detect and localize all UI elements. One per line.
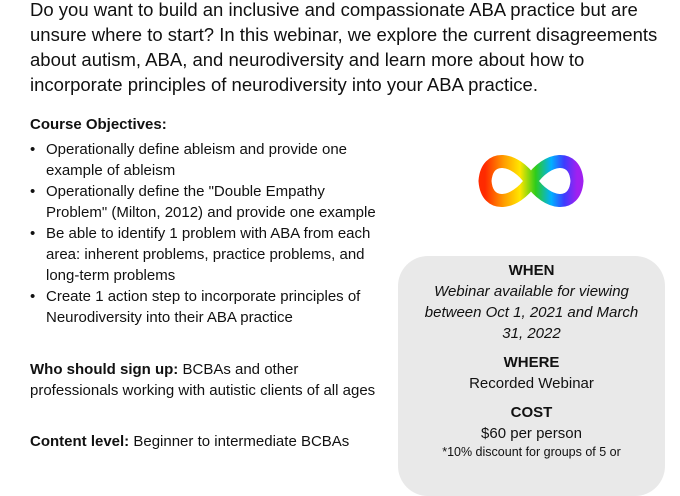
who-should-sign-up (30, 359, 380, 401)
list-item: • Operationally define the "Double Empathy Problem" (Milton, 2012) and provide one example (30, 181, 380, 223)
where-heading: WHERE (503, 354, 560, 371)
list-item: • Create 1 action step to incorporate principles of Neurodiversity into their ABA practice (30, 286, 380, 328)
cost-heading: COST (510, 404, 553, 421)
content-level (30, 431, 390, 452)
objectives-list (30, 139, 380, 328)
where-text: Recorded Webinar (469, 375, 594, 392)
cost-text: $60 per person (481, 425, 582, 442)
intro-paragraph: Do you want to build an inclusive and compassionate ABA practice but are unsure where to start? In this webinar, we explore the current disagreements about autism, ABA, and neurodiversity and learn more about how to incorporate principles of neurodiversity into your ABA practice. (30, 0, 658, 95)
content-level-text: Beginner to intermediate BCBAs (129, 433, 350, 450)
course-objectives-heading: Course Objectives: (30, 116, 167, 133)
who-label: Who should sign up: (30, 361, 179, 378)
discount-text: *10% discount for groups of 5 or (442, 445, 621, 459)
when-text: Webinar available for viewing between Oct 1, 2021 and March 31, 2022 (424, 283, 639, 342)
event-info-box (398, 256, 665, 496)
rainbow-infinity-icon (475, 143, 587, 219)
list-item: • Operationally define ableism and provide one example of ableism (30, 139, 380, 181)
list-item: • Be able to identify 1 problem with ABA from each area: inherent problems, practice problems, and long-term problems (30, 223, 380, 286)
when-heading: WHEN (508, 262, 555, 279)
who-text: BCBAs and other professionals working with autistic clients of all ages (30, 361, 376, 399)
content-level-label: Content level: (30, 433, 130, 450)
